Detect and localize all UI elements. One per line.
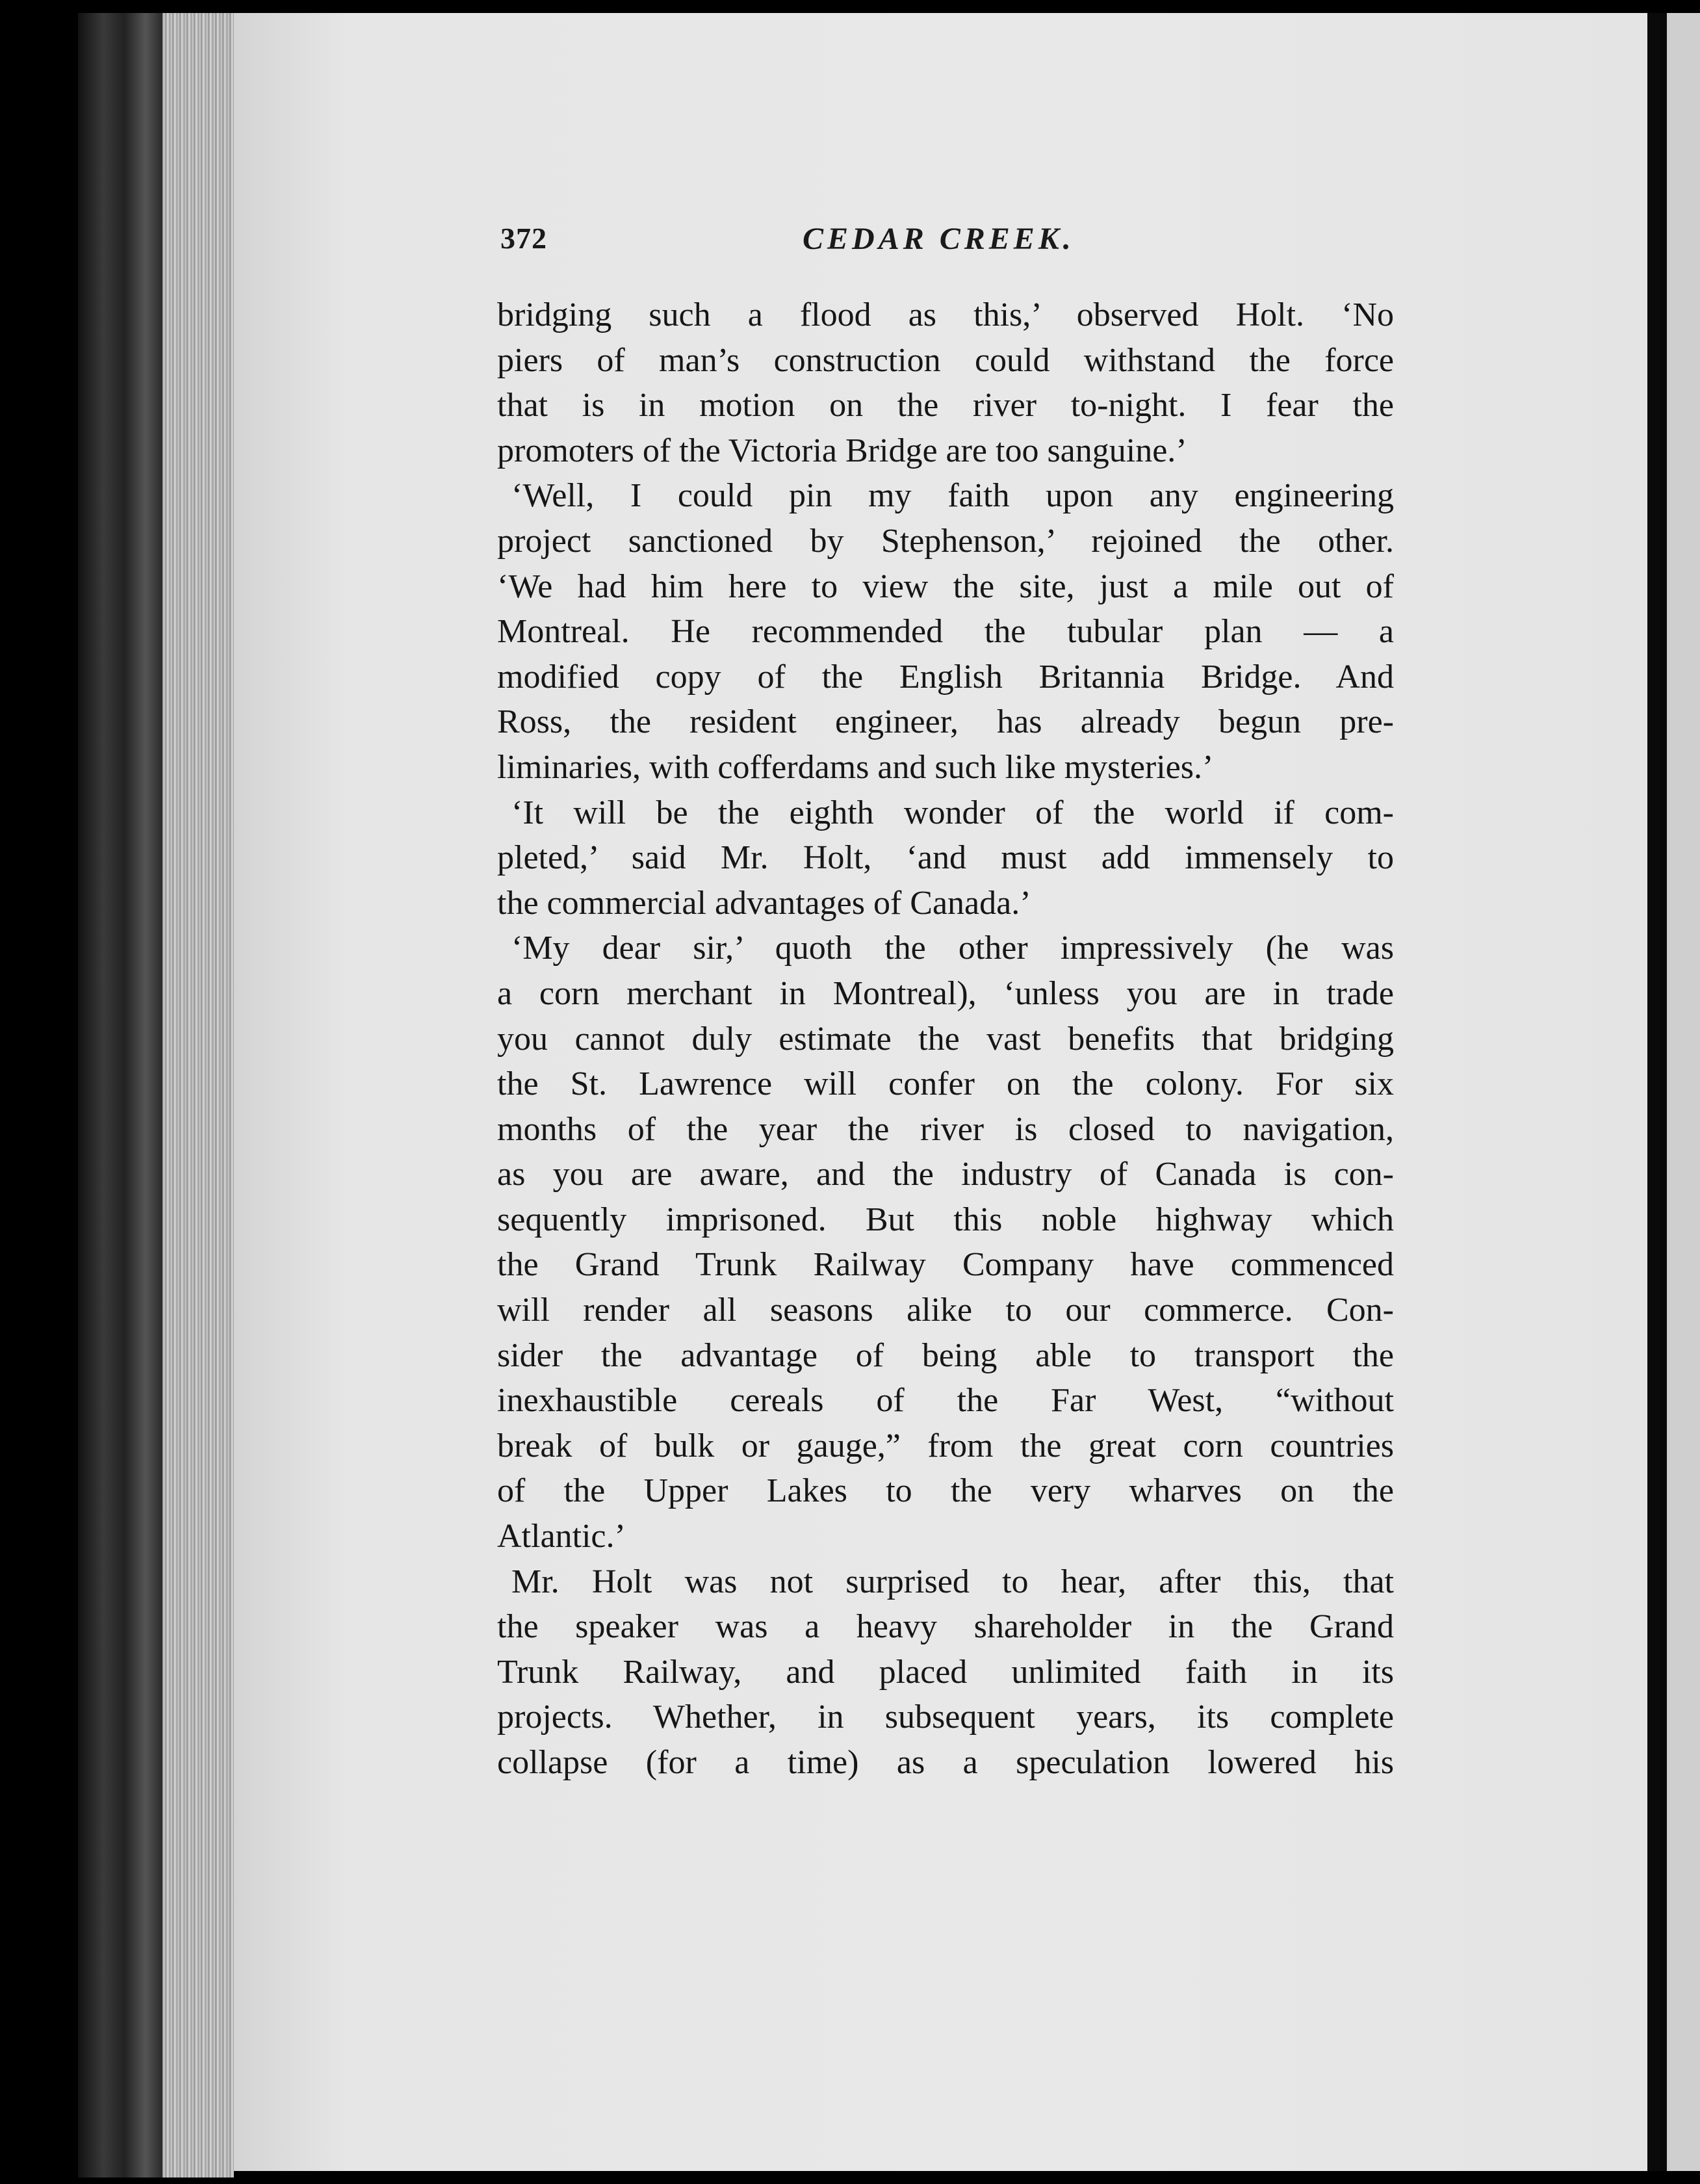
text-line: project sanctioned by Stephenson,’ rejoined the other. bbox=[497, 522, 1394, 560]
text-line: ‘It will be the eighth wonder of the world if com- bbox=[511, 794, 1394, 831]
text-line: the speaker was a heavy shareholder in the Grand bbox=[497, 1608, 1394, 1646]
text-line: promoters of the Victoria Bridge are too sanguine.’ bbox=[497, 432, 1187, 469]
text-line: you cannot duly estimate the vast benefits that bridging bbox=[497, 1020, 1394, 1058]
body-text bbox=[497, 292, 1394, 1786]
text-line: as you are aware, and the industry of Canada is con- bbox=[497, 1156, 1394, 1193]
text-line: Trunk Railway, and placed unlimited faith in its bbox=[497, 1653, 1394, 1691]
text-line: break of bulk or gauge,” from the great corn countries bbox=[497, 1427, 1394, 1464]
running-head bbox=[500, 221, 1410, 273]
text-line: the St. Lawrence will confer on the colony. For six bbox=[497, 1065, 1394, 1103]
running-title: CEDAR CREEK. bbox=[803, 222, 1075, 256]
text-line: sider the advantage of being able to transport the bbox=[497, 1336, 1394, 1374]
text-line: of the Upper Lakes to the very wharves on the bbox=[497, 1472, 1394, 1510]
text-line: bridging such a flood as this,’ observed Holt. ‘No bbox=[497, 296, 1394, 333]
text-line: pleted,’ said Mr. Holt, ‘and must add immensely to bbox=[497, 839, 1394, 877]
text-line: the Grand Trunk Railway Company have commenced bbox=[497, 1246, 1394, 1284]
text-line: projects. Whether, in subsequent years, its complete bbox=[497, 1698, 1394, 1736]
text-line: piers of man’s construction could withstand the force bbox=[497, 341, 1394, 379]
text-line: the commercial advantages of Canada.’ bbox=[497, 884, 1031, 922]
text-line: ‘My dear sir,’ quoth the other impressively (he was bbox=[511, 930, 1394, 967]
text-line: liminaries, with cofferdams and such like mysteries.’ bbox=[497, 748, 1214, 786]
right-gutter bbox=[1647, 13, 1667, 2171]
text-line: ‘Well, I could pin my faith upon any engineering bbox=[511, 477, 1394, 515]
book-spine bbox=[78, 13, 162, 2178]
text-line: Mr. Holt was not surprised to hear, after this, that bbox=[511, 1563, 1394, 1600]
text-line: that is in motion on the river to-night. I fear the bbox=[497, 387, 1394, 424]
text-line: modified copy of the English Britannia Bridge. And bbox=[497, 658, 1394, 696]
text-line: sequently imprisoned. But this noble highway which bbox=[497, 1201, 1394, 1238]
text-line: Atlantic.’ bbox=[497, 1518, 626, 1555]
page-number: 372 bbox=[500, 222, 547, 255]
text-line: ‘We had him here to view the site, just a mile out of bbox=[497, 567, 1394, 605]
page-edges bbox=[162, 13, 234, 2178]
text-line: Ross, the resident engineer, has already begun pre- bbox=[497, 703, 1394, 741]
text-line: collapse (for a time) as a speculation lowered his bbox=[497, 1744, 1394, 1781]
text-line: a corn merchant in Montreal), ‘unless you are in trade bbox=[497, 974, 1394, 1012]
text-line: inexhaustible cereals of the Far West, “without bbox=[497, 1382, 1394, 1420]
text-line: will render all seasons alike to our commerce. Con- bbox=[497, 1292, 1394, 1329]
opposite-page-edge bbox=[1667, 13, 1700, 2171]
text-line: months of the year the river is closed to navigation, bbox=[497, 1110, 1394, 1148]
text-line: Montreal. He recommended the tubular plan — a bbox=[497, 613, 1394, 651]
